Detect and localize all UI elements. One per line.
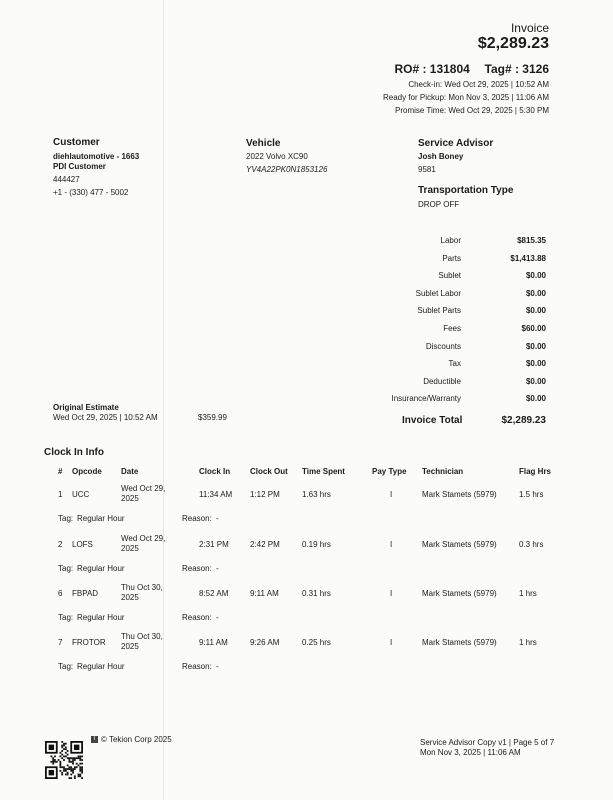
- check-in-time: Check-in: Wed Oct 29, 2025 | 10:52 AM: [408, 80, 549, 89]
- col-time-spent: Time Spent: [302, 467, 345, 476]
- cell-num: 7: [58, 638, 63, 647]
- summary-value: $815.35: [517, 236, 546, 245]
- col-clock-in: Clock In: [199, 467, 231, 476]
- summary-label: Labor: [440, 236, 461, 245]
- cell-pay-type: I: [390, 638, 393, 647]
- summary-value: $0.00: [525, 289, 546, 298]
- transportation-value: DROP OFF: [418, 200, 460, 209]
- cell-time-spent: 0.19 hrs: [302, 540, 331, 549]
- copyright-line: [91, 735, 172, 744]
- row-tag-label: Tag:: [58, 662, 74, 671]
- summary-label: Insurance/Warranty: [391, 394, 461, 403]
- cell-flag-hrs: 1.5 hrs: [519, 490, 544, 499]
- cell-technician: Mark Stamets (5979): [422, 638, 497, 647]
- cell-technician: Mark Stamets (5979): [422, 540, 497, 549]
- summary-value: $0.00: [525, 342, 546, 351]
- row-tag-label: Tag:: [58, 613, 74, 622]
- customer-id: 444427: [53, 175, 80, 184]
- cell-date: Wed Oct 29, 2025: [121, 484, 166, 503]
- vehicle-model: 2022 Volvo XC90: [246, 152, 308, 161]
- footer-date-line: Mon Nov 3, 2025 | 11:06 AM: [420, 748, 521, 757]
- col-pay-type: Pay Type: [372, 467, 407, 476]
- summary-label: Deductible: [423, 377, 461, 386]
- cell-flag-hrs: 0.3 hrs: [519, 540, 544, 549]
- invoice-total-label: Invoice Total: [402, 415, 463, 426]
- cell-clock-out: 9:26 AM: [250, 638, 280, 647]
- summary-value: $0.00: [525, 306, 546, 315]
- cell-num: 1: [58, 490, 63, 499]
- col-opcode: Opcode: [72, 467, 102, 476]
- customer-type: PDI Customer: [53, 162, 106, 171]
- row-reason-value: -: [216, 662, 219, 671]
- copy-page-line: Service Advisor Copy v1 | Page 5 of 7: [420, 738, 555, 747]
- cell-clock-out: 2:42 PM: [250, 540, 280, 549]
- cell-time-spent: 0.25 hrs: [302, 638, 331, 647]
- cell-pay-type: I: [390, 589, 393, 598]
- advisor-name: Josh Boney: [418, 152, 464, 161]
- transportation-heading: Transportation Type: [418, 185, 514, 196]
- ready-for-pickup-time: Ready for Pickup: Mon Nov 3, 2025 | 11:06 AM: [382, 93, 549, 102]
- ro-number: RO# : 131804: [394, 62, 470, 76]
- summary-value: $60.00: [521, 324, 546, 333]
- customer-phone: +1 - (330) 477 - 5002: [53, 188, 129, 197]
- summary-label: Sublet Labor: [415, 289, 461, 298]
- summary-value: $1,413.88: [510, 254, 546, 263]
- invoice-label: Invoice: [510, 21, 549, 35]
- col-number: #: [58, 467, 63, 476]
- cell-num: 2: [58, 540, 63, 549]
- col-technician: Technician: [422, 467, 464, 476]
- summary-value: $0.00: [525, 359, 546, 368]
- row-reason-value: -: [216, 564, 219, 573]
- summary-value: $0.00: [525, 377, 546, 386]
- row-reason-label: Reason:: [182, 514, 212, 523]
- tag-number: Tag# : 3126: [484, 62, 549, 76]
- row-tag-label: Tag:: [58, 514, 74, 523]
- original-estimate-label: Original Estimate: [53, 403, 119, 412]
- summary-label: Sublet: [438, 271, 461, 280]
- cell-clock-in: 2:31 PM: [199, 540, 229, 549]
- qr-code-icon: [45, 741, 83, 779]
- row-tag-value: Regular Hour: [77, 613, 125, 622]
- row-reason-value: -: [216, 514, 219, 523]
- cell-flag-hrs: 1 hrs: [519, 638, 537, 647]
- ro-tag-line: [394, 62, 549, 76]
- cell-clock-in: 11:34 AM: [199, 490, 233, 499]
- cell-date: Wed Oct 29, 2025: [121, 534, 166, 553]
- col-date: Date: [121, 467, 139, 476]
- cell-pay-type: I: [390, 490, 393, 499]
- summary-label: Parts: [442, 254, 461, 263]
- original-estimate-date: Wed Oct 29, 2025 | 10:52 AM: [53, 413, 158, 422]
- invoice-amount: $2,289.23: [477, 35, 549, 52]
- col-flag-hrs: Flag Hrs: [519, 467, 552, 476]
- row-reason-value: -: [216, 613, 219, 622]
- summary-label: Sublet Parts: [417, 306, 461, 315]
- cell-clock-out: 9:11 AM: [250, 589, 279, 598]
- cell-technician: Mark Stamets (5979): [422, 589, 497, 598]
- cell-date: Thu Oct 30, 2025: [121, 632, 163, 651]
- row-tag-label: Tag:: [58, 564, 74, 573]
- cell-clock-in: 8:52 AM: [199, 589, 229, 598]
- cell-time-spent: 0.31 hrs: [302, 589, 331, 598]
- cell-clock-in: 9:11 AM: [199, 638, 228, 647]
- cell-opcode: UCC: [72, 490, 90, 499]
- row-reason-label: Reason:: [182, 564, 212, 573]
- invoice-total-value: $2,289.23: [501, 415, 546, 426]
- cell-opcode: LOFS: [72, 540, 93, 549]
- summary-label: Fees: [443, 324, 461, 333]
- cell-flag-hrs: 1 hrs: [519, 589, 537, 598]
- scan-fold-line: [163, 0, 164, 800]
- row-reason-label: Reason:: [182, 613, 212, 622]
- clock-in-title: Clock In Info: [44, 447, 104, 458]
- row-tag-value: Regular Hour: [77, 564, 125, 573]
- cell-time-spent: 1.63 hrs: [302, 490, 331, 499]
- row-reason-label: Reason:: [182, 662, 212, 671]
- cell-opcode: FROTOR: [72, 638, 106, 647]
- summary-value: $0.00: [525, 394, 546, 403]
- vehicle-heading: Vehicle: [246, 138, 281, 149]
- summary-value: $0.00: [525, 271, 546, 280]
- cell-date: Thu Oct 30, 2025: [121, 583, 163, 602]
- copyright-text: © Tekion Corp 2025: [101, 735, 172, 744]
- advisor-id: 9581: [418, 165, 436, 174]
- cell-opcode: FBPAD: [72, 589, 99, 598]
- summary-label: Discounts: [425, 342, 461, 351]
- col-clock-out: Clock Out: [250, 467, 288, 476]
- customer-heading: Customer: [53, 137, 100, 148]
- cell-technician: Mark Stamets (5979): [422, 490, 497, 499]
- original-estimate-amount: $359.99: [198, 413, 227, 422]
- cell-clock-out: 1:12 PM: [250, 490, 280, 499]
- promise-time: Promise Time: Wed Oct 29, 2025 | 5:30 PM: [395, 106, 549, 115]
- customer-name: diehlautomotive - 1663: [53, 152, 140, 161]
- cell-num: 6: [58, 589, 63, 598]
- row-tag-value: Regular Hour: [77, 662, 125, 671]
- summary-label: Tax: [448, 359, 461, 368]
- advisor-heading: Service Advisor: [418, 138, 494, 149]
- cell-pay-type: I: [390, 540, 393, 549]
- row-tag-value: Regular Hour: [77, 514, 125, 523]
- vehicle-vin: YV4A22PK0N1853126: [246, 165, 328, 174]
- tekion-logo-icon: T: [92, 736, 97, 743]
